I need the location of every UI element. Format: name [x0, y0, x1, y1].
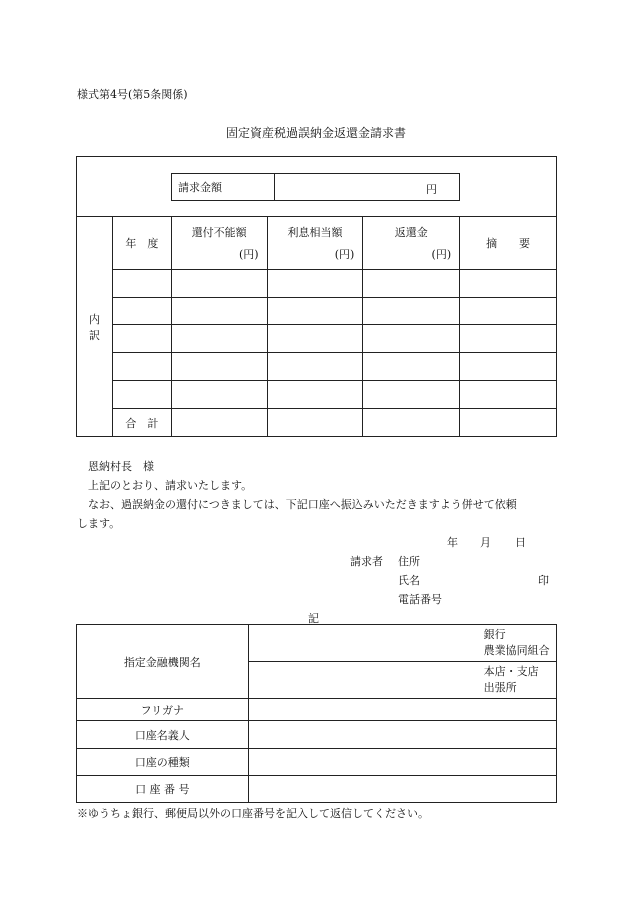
amount-cell[interactable]	[363, 298, 460, 325]
holder-field[interactable]	[248, 721, 556, 749]
holder-label: 口座名義人	[77, 721, 249, 749]
account-type-field[interactable]	[248, 749, 556, 776]
bank-type-options	[480, 625, 557, 662]
year-cell[interactable]	[112, 325, 171, 353]
request-amount-label: 請求金額	[172, 174, 275, 201]
header-non-refundable	[171, 217, 267, 270]
yen-unit: (円)	[238, 248, 259, 261]
yen-unit: (円)	[334, 248, 355, 261]
branch-name-field[interactable]	[248, 662, 479, 699]
addressee: 恩納村長 様	[88, 460, 154, 473]
requester-label: 請求者	[350, 555, 383, 568]
total-row	[77, 409, 557, 437]
total-cell[interactable]	[171, 409, 267, 437]
request-amount-unit: 円	[426, 183, 437, 196]
year-cell[interactable]	[112, 270, 171, 298]
account-number-field[interactable]	[248, 776, 556, 803]
branch-option: 本店・支店	[483, 665, 539, 678]
amount-cell[interactable]	[267, 325, 363, 353]
amount-cell[interactable]	[363, 325, 460, 353]
amount-cell[interactable]	[171, 270, 267, 298]
amount-cell[interactable]	[363, 353, 460, 381]
page-title: 固定資産税過誤納金返還金請求書	[226, 126, 407, 140]
year-cell[interactable]	[112, 381, 171, 409]
body-line-2a: なお、過誤納金の還付につきましては、下記口座へ振込みいただきますよう併せて依頼	[88, 498, 517, 511]
remarks-cell[interactable]	[460, 381, 557, 409]
breakdown-side-label	[77, 217, 113, 437]
amount-cell[interactable]	[267, 270, 363, 298]
amount-cell[interactable]	[171, 325, 267, 353]
account-number-label: 口 座 番 号	[77, 776, 249, 803]
header-non-refundable-label: 還付不能額	[191, 226, 247, 239]
date-day: 日	[515, 536, 526, 549]
table-row	[77, 325, 557, 353]
phone-label: 電話番号	[398, 593, 442, 606]
date-year: 年	[447, 536, 458, 549]
office-option: 出張所	[483, 681, 517, 694]
bank-option: 銀行	[483, 628, 506, 641]
remarks-cell[interactable]	[460, 298, 557, 325]
header-remarks: 摘 要	[460, 217, 557, 270]
side-label-2: 訳	[88, 328, 100, 342]
branch-type-options	[480, 662, 557, 699]
bank-table	[76, 624, 557, 803]
date-month: 月	[480, 536, 491, 549]
form-number: 様式第4号(第5条関係)	[77, 88, 188, 101]
body-line-2b: します。	[77, 517, 121, 530]
coop-option: 農業協同組合	[483, 644, 550, 657]
remarks-cell[interactable]	[460, 325, 557, 353]
remarks-cell[interactable]	[460, 270, 557, 298]
table-row	[77, 270, 557, 298]
header-refund	[363, 217, 460, 270]
ki-label: 記	[308, 612, 319, 625]
total-cell[interactable]	[363, 409, 460, 437]
remarks-cell[interactable]	[460, 353, 557, 381]
footnote: ※ゆうちょ銀行、郵便局以外の口座番号を記入して返信してください。	[77, 807, 429, 820]
header-interest-label: 利息相当額	[287, 226, 343, 239]
amount-cell[interactable]	[267, 353, 363, 381]
request-amount-box	[171, 173, 460, 201]
furigana-label: フリガナ	[77, 699, 249, 721]
amount-cell[interactable]	[267, 298, 363, 325]
amount-cell[interactable]	[171, 298, 267, 325]
name-label: 氏名	[398, 574, 420, 587]
account-type-label: 口座の種類	[77, 749, 249, 776]
amount-cell[interactable]	[267, 381, 363, 409]
bank-name-field[interactable]	[248, 625, 479, 662]
furigana-field[interactable]	[248, 699, 556, 721]
header-year: 年 度	[112, 217, 171, 270]
table-row	[77, 381, 557, 409]
header-refund-label: 返還金	[394, 226, 428, 239]
amount-cell[interactable]	[363, 270, 460, 298]
table-row	[77, 298, 557, 325]
amount-cell[interactable]	[363, 381, 460, 409]
address-label: 住所	[398, 555, 420, 568]
side-label-1: 内	[88, 312, 100, 326]
year-cell[interactable]	[112, 353, 171, 381]
yen-unit: (円)	[431, 248, 452, 261]
total-cell[interactable]	[267, 409, 363, 437]
amount-cell[interactable]	[171, 381, 267, 409]
amount-cell[interactable]	[171, 353, 267, 381]
header-interest	[267, 217, 363, 270]
remarks-cell[interactable]	[460, 409, 557, 437]
request-amount-field[interactable]	[275, 174, 460, 201]
seal-mark: 印	[538, 574, 549, 587]
total-label: 合 計	[112, 409, 171, 437]
institution-label: 指定金融機関名	[77, 625, 249, 699]
table-row	[77, 353, 557, 381]
year-cell[interactable]	[112, 298, 171, 325]
body-line-1: 上記のとおり、請求いたします。	[88, 479, 253, 492]
